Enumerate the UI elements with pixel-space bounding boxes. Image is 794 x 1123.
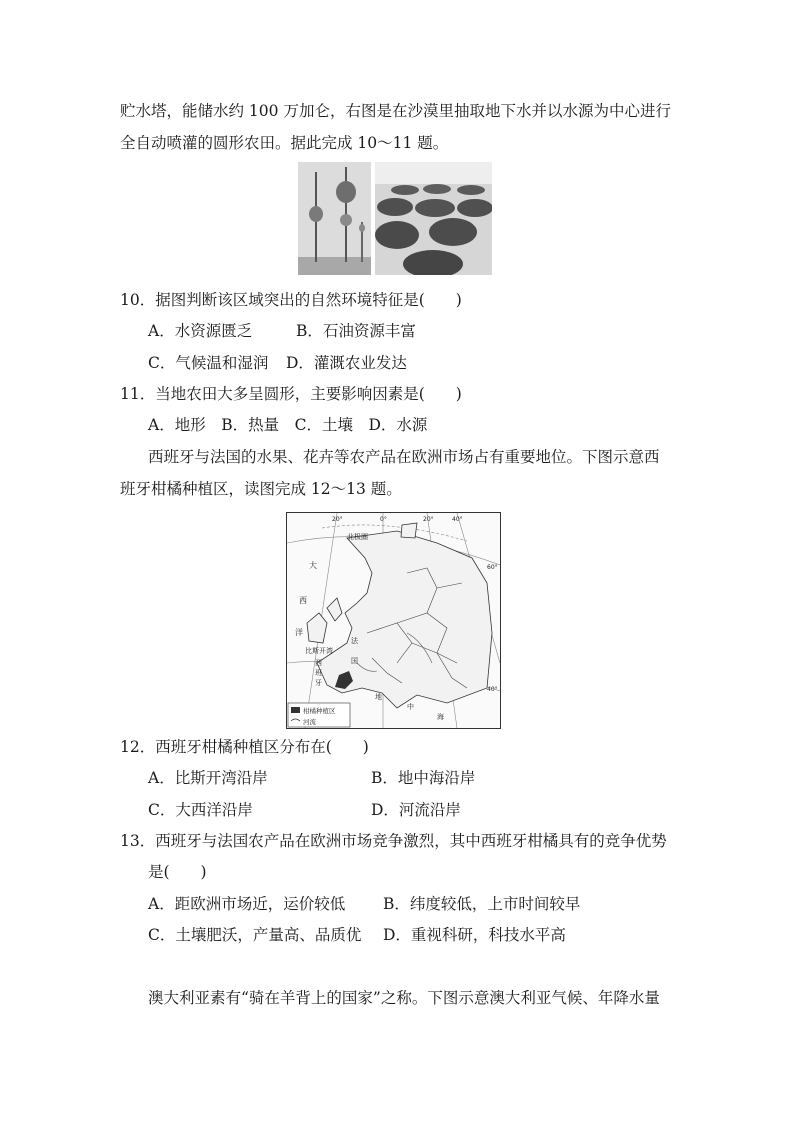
- map-lon-label: 40°: [452, 516, 463, 523]
- map-legend: [288, 703, 350, 727]
- map-arctic-circle-label: 北极圈: [347, 533, 368, 541]
- passage2-line-2: 班牙柑橘种植区，读图完成 12～13 题。: [120, 480, 402, 498]
- citrus-legend-swatch: [291, 707, 300, 713]
- map-france-label: 法: [351, 637, 358, 645]
- map-biscay-label: 比斯开湾: [305, 647, 333, 655]
- map-mediterranean-label: 地: [375, 693, 382, 701]
- q10-option-b[interactable]: B．石油资源丰富: [296, 322, 416, 340]
- q12-stem: 12．西班牙柑橘种植区分布在( ): [120, 738, 369, 756]
- kuwait-towers-photo: [298, 162, 371, 275]
- map-spain-label: 牙: [315, 679, 322, 687]
- map-land: [307, 523, 492, 708]
- q11-stem: 11．当地农田大多呈圆形，主要影响因素是( ): [120, 385, 462, 403]
- q10-option-d[interactable]: D．灌溉农业发达: [286, 354, 407, 372]
- q13-stem-line-2: 是( ): [148, 863, 207, 881]
- map-france-label: 国: [351, 657, 358, 665]
- passage2-line-1: 西班牙与法国的水果、花卉等农产品在欧洲市场占有重要地位。下图示意西: [148, 448, 660, 466]
- passage3-line-1: 澳大利亚素有“骑在羊背上的国家”之称。下图示意澳大利亚气候、年降水量: [148, 989, 660, 1007]
- q13-stem-line-1: 13．西班牙与法国农产品在欧洲市场竞争激烈，其中西班牙柑橘具有的竞争优势: [120, 832, 667, 850]
- map-mediterranean-label: 中: [407, 703, 414, 711]
- map-lon-label: 20°: [423, 516, 434, 523]
- map-lon-label: 0°: [380, 516, 387, 523]
- q10-option-c[interactable]: C．气候温和湿润: [148, 354, 269, 372]
- q10-option-a[interactable]: A．水资源匮乏: [148, 322, 253, 340]
- q13-option-d[interactable]: D．重视科研，科技水平高: [383, 926, 566, 944]
- q13-option-a[interactable]: A．距欧洲市场近，运价较低: [148, 895, 346, 913]
- map-atlantic-label: 西: [299, 596, 307, 605]
- map-spain-label: 西: [315, 659, 322, 667]
- circular-fields-photo: [375, 162, 492, 275]
- map-lat-label: 40°: [487, 686, 498, 693]
- q11-options[interactable]: A．地形 B．热量 C．土壤 D．水源: [148, 416, 428, 434]
- map-atlantic-label: 大: [309, 561, 317, 570]
- intro-line-1: 贮水塔，能储水约 100 万加仑，右图是在沙漠里抽取地下水并以水源为中心进行: [120, 102, 671, 120]
- q12-option-b[interactable]: B．地中海沿岸: [371, 769, 476, 787]
- intro-line-2: 全自动喷灌的圆形农田。据此完成 10～11 题。: [120, 134, 449, 152]
- q13-option-b[interactable]: B．纬度较低，上市时间较早: [383, 895, 581, 913]
- map-legend-river: 河流: [303, 718, 316, 726]
- map-spain-label: 班: [315, 669, 322, 677]
- map-legend-citrus: 柑橘种植区: [303, 707, 336, 715]
- europe-citrus-map: [286, 512, 501, 729]
- map-lat-label: 60°: [487, 564, 498, 571]
- q12-option-c[interactable]: C．大西洋沿岸: [148, 801, 253, 819]
- map-mediterranean-label: 海: [437, 713, 444, 721]
- q12-option-d[interactable]: D．河流沿岸: [371, 801, 461, 819]
- q13-option-c[interactable]: C．土壤肥沃，产量高、品质优: [148, 926, 362, 944]
- q12-option-a[interactable]: A．比斯开湾沿岸: [148, 769, 268, 787]
- map-atlantic-label: 洋: [295, 628, 303, 637]
- q10-stem: 10．据图判断该区域突出的自然环境特征是( ): [120, 291, 462, 309]
- map-lon-label: 20°: [332, 516, 343, 523]
